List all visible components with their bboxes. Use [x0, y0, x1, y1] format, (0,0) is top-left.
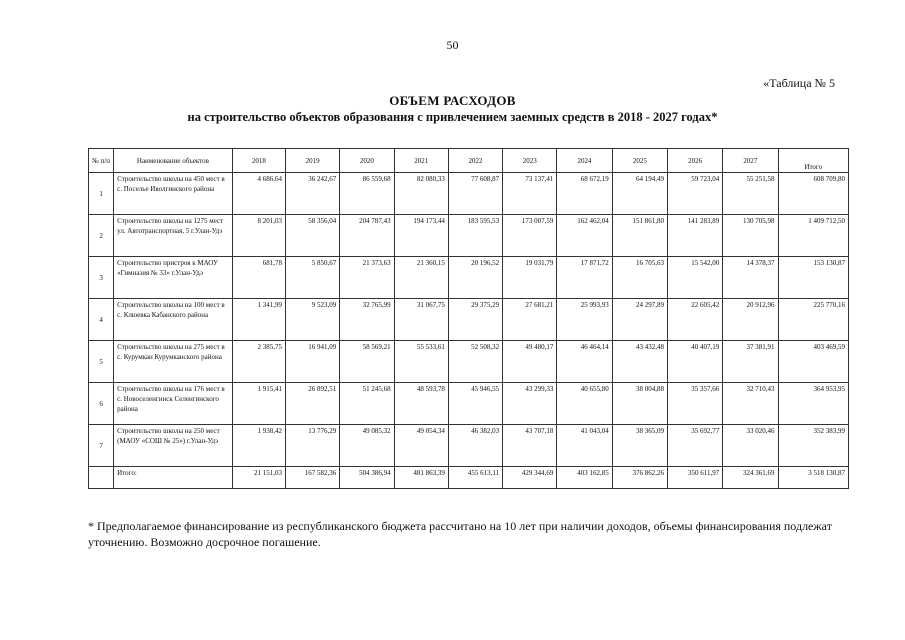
value-cell: 38 365,09	[612, 425, 667, 467]
value-cell: 59 723,04	[667, 173, 722, 215]
value-cell: 40 655,80	[557, 383, 612, 425]
value-cell: 31 067,75	[394, 299, 448, 341]
value-cell: 37 381,91	[723, 341, 778, 383]
value-cell: 173 007,59	[503, 215, 557, 257]
total-value-cell: 481 863,39	[394, 467, 448, 489]
total-value-cell: 376 862,26	[612, 467, 667, 489]
value-cell: 225 770,16	[778, 299, 848, 341]
value-cell: 86 559,68	[340, 173, 394, 215]
total-empty-cell	[89, 467, 114, 489]
expenses-table	[88, 148, 849, 489]
value-cell: 194 173,44	[394, 215, 448, 257]
value-cell: 35 692,77	[667, 425, 722, 467]
value-cell: 21 373,63	[340, 257, 394, 299]
value-cell: 403 469,59	[778, 341, 848, 383]
table-reference: «Таблица № 5	[763, 76, 835, 90]
value-cell: 16 941,09	[286, 341, 340, 383]
value-cell: 24 297,89	[612, 299, 667, 341]
footnote: * Предполагаемое финансирование из республиканского бюджета рассчитано на 10 лет при наличии доходов, объемы финансирования подлежат уточнению. Возможно досрочное погашение.	[88, 519, 832, 549]
header-cell: 2019	[286, 149, 340, 173]
header-cell: 2021	[394, 149, 448, 173]
table-row	[89, 215, 849, 257]
row-number-cell: 2	[89, 215, 114, 257]
total-value-cell: 3 518 130,87	[778, 467, 848, 489]
value-cell: 33 020,46	[723, 425, 778, 467]
total-value-cell: 21 151,03	[232, 467, 285, 489]
row-number-cell: 3	[89, 257, 114, 299]
value-cell: 35 357,66	[667, 383, 722, 425]
object-name-cell: Строительство школы на 1275 мест ул. Автотранспортная, 5 г.Улан-Удэ	[114, 215, 233, 257]
value-cell: 43 432,48	[612, 341, 667, 383]
value-cell: 162 462,04	[557, 215, 612, 257]
total-value-cell: 455 613,11	[448, 467, 502, 489]
header-cell: 2023	[503, 149, 557, 173]
object-name-cell: Строительство школы на 100 мест в с. Клюевка Кабанского района	[114, 299, 233, 341]
value-cell: 29 375,29	[448, 299, 502, 341]
table-row	[89, 257, 849, 299]
value-cell: 1 938,42	[232, 425, 285, 467]
value-cell: 52 508,32	[448, 341, 502, 383]
value-cell: 32 765,99	[340, 299, 394, 341]
value-cell: 26 892,51	[286, 383, 340, 425]
value-cell: 141 283,89	[667, 215, 722, 257]
value-cell: 43 299,33	[503, 383, 557, 425]
total-value-cell: 429 344,69	[503, 467, 557, 489]
value-cell: 58 569,21	[340, 341, 394, 383]
value-cell: 13 776,29	[286, 425, 340, 467]
value-cell: 151 861,80	[612, 215, 667, 257]
value-cell: 17 871,72	[557, 257, 612, 299]
header-cell: 2027	[723, 149, 778, 173]
total-label-cell: Итого:	[114, 467, 233, 489]
value-cell: 22 605,42	[667, 299, 722, 341]
header-cell: № п/п	[89, 149, 114, 173]
header-cell: 2026	[667, 149, 722, 173]
value-cell: 38 004,88	[612, 383, 667, 425]
object-name-cell: Строительство школы на 250 мест (МАОУ «СОШ № 25») г.Улан-Удэ	[114, 425, 233, 467]
value-cell: 27 681,21	[503, 299, 557, 341]
object-name-cell: Строительство пристроя к МАОУ «Гимназия № 33» г.Улан-Удэ	[114, 257, 233, 299]
table-row	[89, 341, 849, 383]
header-cell: 2020	[340, 149, 394, 173]
table-header-row	[89, 149, 849, 173]
table-body	[89, 173, 849, 489]
value-cell: 14 378,37	[723, 257, 778, 299]
value-cell: 46 382,03	[448, 425, 502, 467]
row-number-cell: 1	[89, 173, 114, 215]
header-cell: Итого	[778, 149, 848, 173]
value-cell: 15 542,00	[667, 257, 722, 299]
row-number-cell: 6	[89, 383, 114, 425]
row-number-cell: 5	[89, 341, 114, 383]
value-cell: 58 356,04	[286, 215, 340, 257]
row-number-cell: 7	[89, 425, 114, 467]
value-cell: 364 953,95	[778, 383, 848, 425]
value-cell: 20 196,52	[448, 257, 502, 299]
value-cell: 43 707,18	[503, 425, 557, 467]
value-cell: 49 480,17	[503, 341, 557, 383]
total-row	[89, 467, 849, 489]
value-cell: 183 595,53	[448, 215, 502, 257]
object-name-cell: Строительство школы на 176 мест в с. Новоселенгинск Селенгинского района	[114, 383, 233, 425]
value-cell: 204 787,43	[340, 215, 394, 257]
value-cell: 21 360,15	[394, 257, 448, 299]
value-cell: 36 242,67	[286, 173, 340, 215]
document-title: ОБЪЕМ РАСХОДОВ	[389, 93, 516, 108]
total-value-cell: 167 582,36	[286, 467, 340, 489]
value-cell: 1 915,41	[232, 383, 285, 425]
value-cell: 153 130,87	[778, 257, 848, 299]
value-cell: 41 043,04	[557, 425, 612, 467]
value-cell: 48 593,78	[394, 383, 448, 425]
row-number-cell: 4	[89, 299, 114, 341]
table-row	[89, 425, 849, 467]
total-value-cell: 403 162,85	[557, 467, 612, 489]
value-cell: 25 993,93	[557, 299, 612, 341]
value-cell: 352 383,99	[778, 425, 848, 467]
total-value-cell: 350 611,97	[667, 467, 722, 489]
value-cell: 55 533,61	[394, 341, 448, 383]
total-value-cell: 324 361,69	[723, 467, 778, 489]
value-cell: 55 251,58	[723, 173, 778, 215]
value-cell: 64 194,49	[612, 173, 667, 215]
value-cell: 45 946,55	[448, 383, 502, 425]
value-cell: 1 409 712,50	[778, 215, 848, 257]
value-cell: 5 850,67	[286, 257, 340, 299]
table-row	[89, 299, 849, 341]
header-cell: 2024	[557, 149, 612, 173]
object-name-cell: Строительство школы на 275 мест в с. Курумкан Курумканского района	[114, 341, 233, 383]
table-row	[89, 173, 849, 215]
value-cell: 9 523,09	[286, 299, 340, 341]
header-cell: 2018	[232, 149, 285, 173]
table-row	[89, 383, 849, 425]
value-cell: 8 201,03	[232, 215, 285, 257]
value-cell: 1 341,99	[232, 299, 285, 341]
value-cell: 68 672,19	[557, 173, 612, 215]
value-cell: 681,78	[232, 257, 285, 299]
object-name-cell: Строительство школы на 450 мест в с. Поселье Иволгинского района	[114, 173, 233, 215]
value-cell: 51 245,68	[340, 383, 394, 425]
value-cell: 130 705,98	[723, 215, 778, 257]
page-number: 50	[446, 38, 459, 52]
header-cell: Наименование объектов	[114, 149, 233, 173]
value-cell: 73 137,41	[503, 173, 557, 215]
value-cell: 77 608,87	[448, 173, 502, 215]
value-cell: 46 464,14	[557, 341, 612, 383]
value-cell: 4 686,64	[232, 173, 285, 215]
header-cell: 2025	[612, 149, 667, 173]
value-cell: 32 710,43	[723, 383, 778, 425]
value-cell: 49 054,34	[394, 425, 448, 467]
value-cell: 49 085,32	[340, 425, 394, 467]
value-cell: 2 385,75	[232, 341, 285, 383]
total-value-cell: 504 386,94	[340, 467, 394, 489]
document-subtitle: на строительство объектов образования с привлечением заемных средств в 2018 - 2027 годах*	[187, 110, 718, 124]
value-cell: 608 709,80	[778, 173, 848, 215]
header-cell: 2022	[448, 149, 502, 173]
value-cell: 82 080,33	[394, 173, 448, 215]
value-cell: 19 031,79	[503, 257, 557, 299]
value-cell: 20 912,96	[723, 299, 778, 341]
value-cell: 16 705,63	[612, 257, 667, 299]
value-cell: 40 407,19	[667, 341, 722, 383]
